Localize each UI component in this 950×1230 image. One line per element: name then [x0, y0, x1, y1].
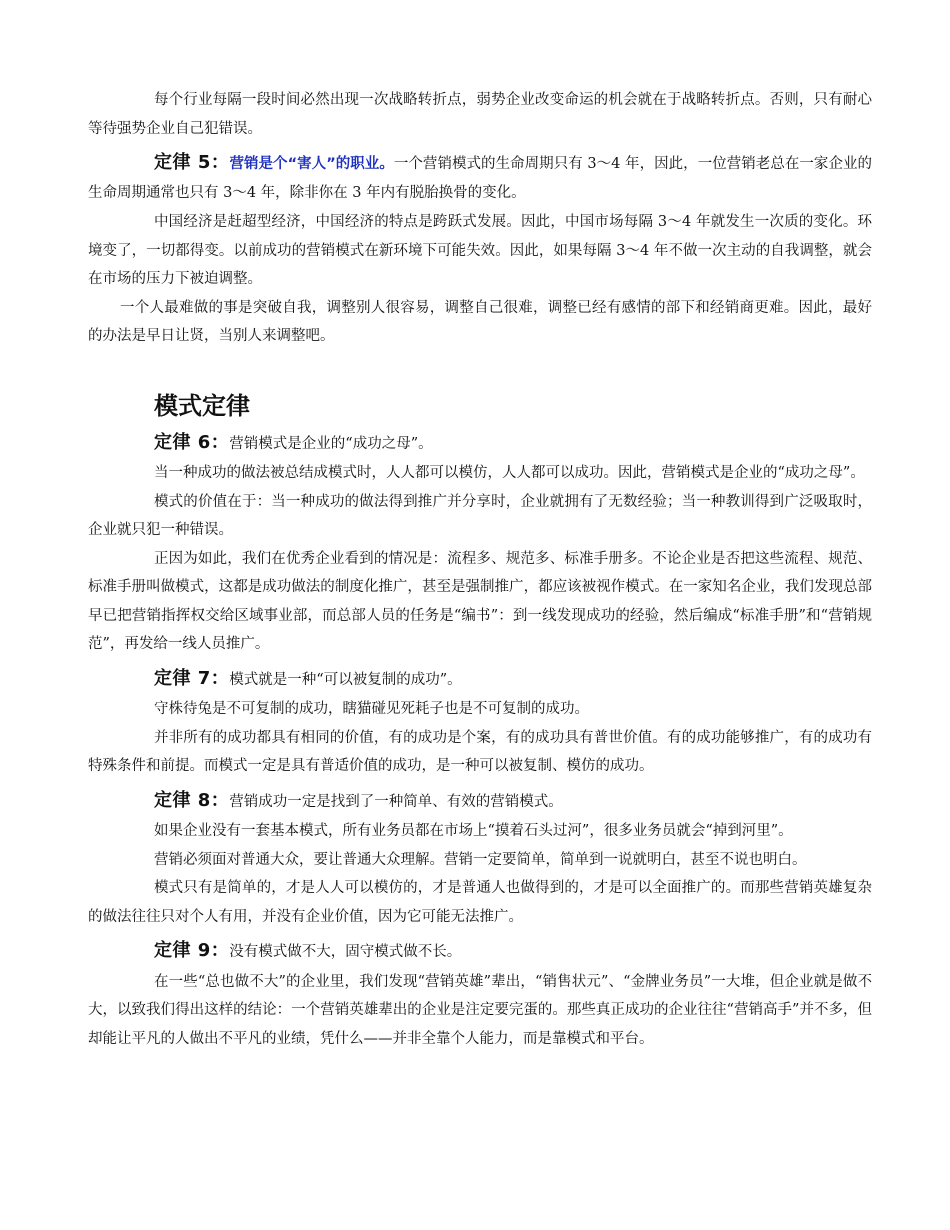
law-text: 没有模式做不大，固守模式做不长。: [229, 944, 462, 960]
law-7: [88, 665, 872, 695]
law-label: 定律 5：: [154, 152, 230, 173]
paragraph: 营销必须面对普通大众，要让普通大众理解。营销一定要简单，简单到一说就明白，甚至不说也明白。: [154, 851, 807, 868]
paragraph: 模式的价值在于：当一种成功的做法得到推广并分享时，企业就拥有了无数经验；当一种教训得到广泛吸取时，企业就只犯一种错误。: [88, 493, 872, 538]
paragraph: 守株待兔是不可复制的成功，瞎猫碰见死耗子也是不可复制的成功。: [154, 701, 589, 717]
law-text: 营销模式是企业的“成功之母”。: [229, 435, 433, 452]
law-9: [88, 937, 872, 967]
paragraph: 并非所有的成功都具有相同的价值，有的成功是个案，有的成功具有普世价值。有的成功能够推广，有的成功有特殊条件和前提。而模式一定是具有普适价值的成功，是一种可以被复制、模仿的成功。: [88, 729, 872, 774]
law-highlight: 营销是个“害人”的职业。: [229, 156, 394, 172]
law-label: 定律 6：: [154, 431, 230, 453]
law-text: 模式就是一种“可以被复制的成功”。: [229, 671, 462, 688]
paragraph: 正因为如此，我们在优秀企业看到的情况是：流程多、规范多、标准手册多。不论企业是否把这些流程、规范、标准手册叫做模式，这都是成功做法的制度化推广，甚至是强制推广，都应该被视作模式。在一家知名企业，我们发现总部早已把营销指挥权交给区域事业部，而总部人员的任务是“编书”：到一线发现成功的经验，然后编成“标准手册”和“营销规范”，再发给一线人员推广。: [88, 550, 872, 652]
law-label: 定律 8：: [154, 789, 230, 811]
paragraph: 在一些“总也做不大”的企业里，我们发现“营销英雄”辈出，“销售状元”、“金牌业务员”一大堆，但企业就是做不大，以致我们得出这样的结论：一个营销英雄辈出的企业是注定要完蛋的。那些真正成功的企业往往“营销高手”并不多，但却能让平凡的人做出不平凡的业绩，凭什么——并非全靠个人能力，而是靠模式和平台。: [88, 973, 872, 1047]
law-text: 营销成功一定是找到了一种简单、有效的营销模式。: [229, 793, 563, 810]
law-5: [88, 149, 872, 207]
law-text: 一个营销模式的生命周期只有 3～4 年，因此，一位营销老总在一家企业的生命周期通常也只有 3～4 年，除非你在 3 年内有脱胎换骨的变化。: [88, 156, 873, 201]
law-label: 定律 7：: [154, 667, 230, 689]
document-page: [88, 86, 872, 1053]
paragraph: 一个人最难做的事是突破自我，调整别人很容易，调整自己很难，调整已经有感情的部下和经销商更难。因此，最好的办法是早日让贤，当别人来调整吧。: [88, 299, 872, 344]
law-8: [88, 787, 872, 817]
paragraph: 如果企业没有一套基本模式，所有业务员都在市场上“摸着石头过河”，很多业务员就会“掉到河里”。: [154, 823, 793, 839]
paragraph: 每个行业每隔一段时间必然出现一次战略转折点，弱势企业改变命运的机会就在于战略转折点。否则，只有耐心等待强势企业自己犯错误。: [88, 92, 872, 137]
law-label: 定律 9：: [154, 940, 230, 961]
paragraph: 当一种成功的做法被总结成模式时，人人都可以模仿，人人都可以成功。因此，营销模式是企业的“成功之母”。: [154, 465, 865, 481]
section-title: 模式定律: [154, 391, 250, 420]
paragraph: 模式只有是简单的，才是人人可以模仿的，才是普通人也做得到的，才是可以全面推广的。而那些营销英雄复杂的做法往往只对个人有用，并没有企业价值，因为它可能无法推广。: [88, 880, 872, 925]
law-6: [88, 429, 872, 459]
paragraph: 中国经济是赶超型经济，中国经济的特点是跨跃式发展。因此，中国市场每隔 3～4 年就发生一次质的变化。环境变了，一切都得变。以前成功的营销模式在新环境下可能失效。因此，如果每隔 3～4 年不做一次主动的自我调整，就会在市场的压力下被迫调整。: [88, 214, 872, 287]
